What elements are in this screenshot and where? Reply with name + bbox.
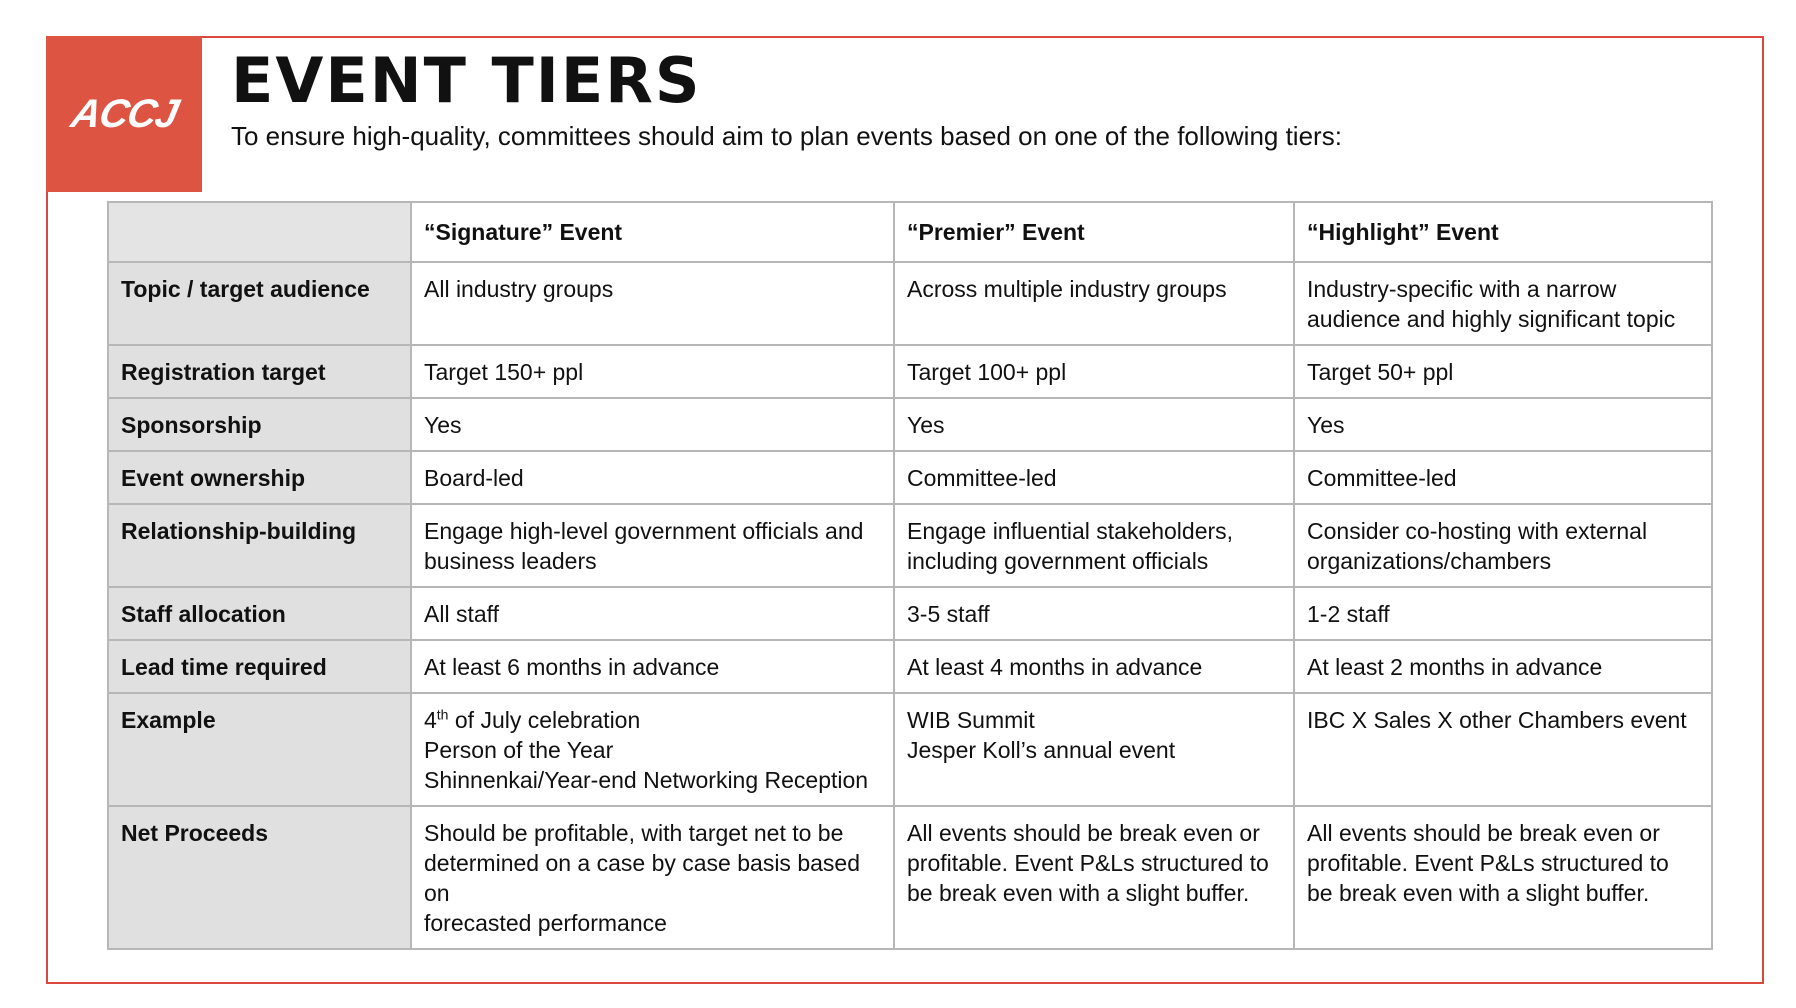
cell-line: All staff	[424, 601, 499, 627]
cell-line: forecasted performance	[424, 910, 667, 936]
cell-line: Yes	[907, 412, 945, 438]
table-row	[108, 345, 1712, 398]
row-label-sponsorship: Sponsorship	[108, 398, 411, 451]
ordinal-suffix: th	[436, 706, 449, 723]
table-row	[108, 398, 1712, 451]
table-cell	[894, 262, 1294, 345]
table-cell	[1294, 451, 1712, 504]
row-label-lead-time: Lead time required	[108, 640, 411, 693]
cell-line: 1-2 staff	[1307, 601, 1390, 627]
ordinal-number: 4	[424, 707, 437, 733]
table-cell	[1294, 693, 1712, 806]
cell-line: Shinnenkai/Year-end Networking Reception	[424, 767, 869, 793]
row-label-staff: Staff allocation	[108, 587, 411, 640]
cell-line: Yes	[424, 412, 462, 438]
table-row	[108, 587, 1712, 640]
table-cell	[1294, 398, 1712, 451]
row-label-topic: Topic / target audience	[108, 262, 411, 345]
table-cell	[411, 640, 894, 693]
table-cell	[894, 504, 1294, 587]
table-cell	[1294, 262, 1712, 345]
cell-line: including government officials	[907, 548, 1209, 574]
table-cell	[894, 398, 1294, 451]
table-row	[108, 504, 1712, 587]
premier-event-header: “Premier” Event	[894, 202, 1294, 262]
cell-line: determined on a case by case basis based on	[424, 850, 860, 906]
table-cell	[1294, 806, 1712, 949]
cell-line: All events should be break even or	[907, 820, 1260, 846]
table-cell	[1294, 587, 1712, 640]
cell-line: Person of the Year	[424, 737, 614, 763]
table-row	[108, 262, 1712, 345]
table-row	[108, 806, 1712, 949]
row-label-example: Example	[108, 693, 411, 806]
table-cell	[1294, 640, 1712, 693]
cell-line: IBC X Sales X other Chambers event	[1307, 707, 1687, 733]
cell-line: Jesper Koll’s annual event	[907, 737, 1176, 763]
cell-line: be break even with a slight buffer.	[907, 880, 1250, 906]
cell-line: At least 2 months in advance	[1307, 654, 1603, 680]
logo-text: ACCJ	[66, 91, 182, 136]
cell-line	[424, 705, 881, 735]
cell-line: Target 100+ ppl	[907, 359, 1067, 385]
table-cell	[894, 345, 1294, 398]
table-cell	[411, 262, 894, 345]
table-row	[108, 451, 1712, 504]
cell-line: organizations/chambers	[1307, 548, 1552, 574]
event-tiers-table	[107, 201, 1713, 950]
row-label-net-proceeds: Net Proceeds	[108, 806, 411, 949]
table-cell	[894, 451, 1294, 504]
cell-line: WIB Summit	[907, 707, 1035, 733]
table-cell	[411, 451, 894, 504]
table-header-row	[108, 202, 1712, 262]
table-cell	[894, 587, 1294, 640]
cell-line: profitable. Event P&Ls structured to	[907, 850, 1269, 876]
table-cell	[411, 693, 894, 806]
table-row	[108, 640, 1712, 693]
cell-line: Should be profitable, with target net to be	[424, 820, 844, 846]
cell-line: At least 6 months in advance	[424, 654, 720, 680]
cell-line: Target 150+ ppl	[424, 359, 584, 385]
page-subtitle: To ensure high-quality, committees should aim to plan events based on one of the following tiers:	[231, 121, 1342, 151]
table-cell	[894, 693, 1294, 806]
cell-line: Consider co-hosting with external	[1307, 518, 1648, 544]
cell-line: Engage high-level government officials and	[424, 518, 864, 544]
cell-line: Committee-led	[907, 465, 1057, 491]
cell-line: be break even with a slight buffer.	[1307, 880, 1650, 906]
cell-line: business leaders	[424, 548, 597, 574]
row-label-ownership: Event ownership	[108, 451, 411, 504]
cell-line: Target 50+ ppl	[1307, 359, 1454, 385]
cell-line: Yes	[1307, 412, 1345, 438]
cell-text: of July celebration	[448, 707, 641, 733]
signature-event-header: “Signature” Event	[411, 202, 894, 262]
cell-line: All industry groups	[424, 276, 614, 302]
cell-line: audience and highly significant topic	[1307, 306, 1676, 332]
cell-line: Board-led	[424, 465, 524, 491]
cell-line: profitable. Event P&Ls structured to	[1307, 850, 1669, 876]
row-label-relationship: Relationship-building	[108, 504, 411, 587]
cell-line: Committee-led	[1307, 465, 1457, 491]
cell-line: Across multiple industry groups	[907, 276, 1227, 302]
table-cell	[1294, 504, 1712, 587]
page-title: EVENT TIERS	[231, 44, 702, 117]
highlight-event-header: “Highlight” Event	[1294, 202, 1712, 262]
cell-line: Industry-specific with a narrow	[1307, 276, 1617, 302]
accj-logo	[46, 36, 202, 192]
corner-header-cell	[108, 202, 411, 262]
table-cell	[894, 640, 1294, 693]
table-cell	[411, 398, 894, 451]
table-cell	[894, 806, 1294, 949]
row-label-registration: Registration target	[108, 345, 411, 398]
table-cell	[411, 806, 894, 949]
cell-line: 3-5 staff	[907, 601, 990, 627]
table-row	[108, 693, 1712, 806]
cell-line: All events should be break even or	[1307, 820, 1660, 846]
cell-line: Engage influential stakeholders,	[907, 518, 1234, 544]
table-cell	[411, 345, 894, 398]
table-cell	[411, 587, 894, 640]
table-cell	[411, 504, 894, 587]
table-cell	[1294, 345, 1712, 398]
cell-line: At least 4 months in advance	[907, 654, 1203, 680]
